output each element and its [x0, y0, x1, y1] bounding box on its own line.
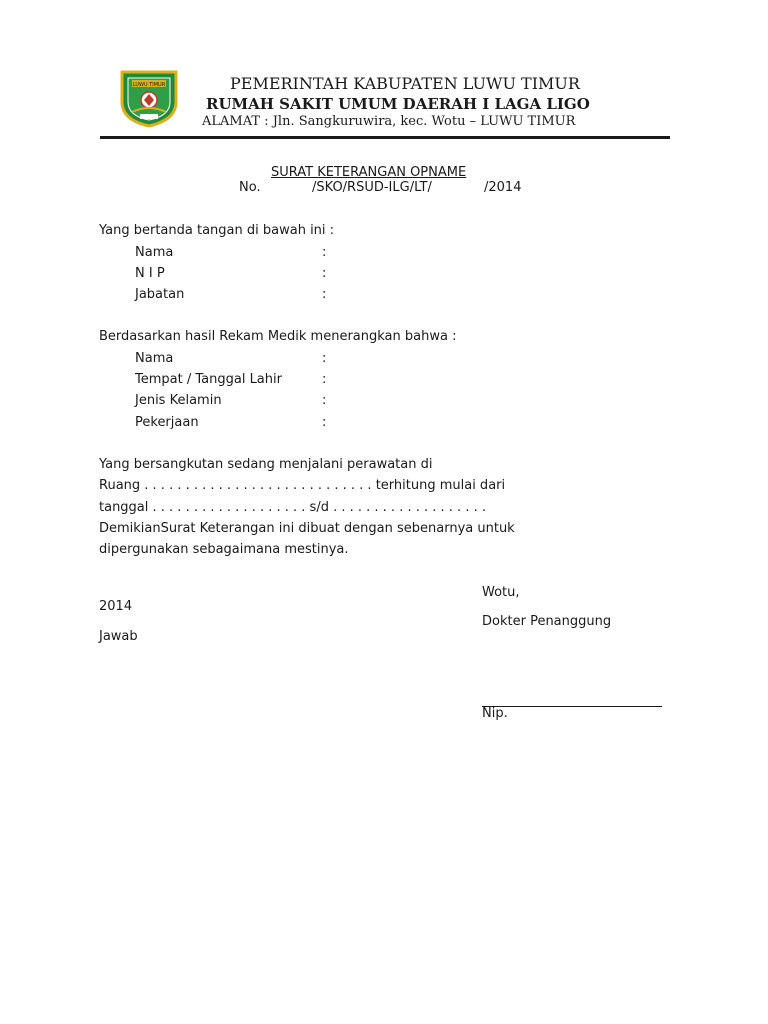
- field-label-birth: Tempat / Tanggal Lahir: [135, 372, 282, 387]
- field-colon: :: [322, 266, 327, 281]
- regency-logo: [118, 68, 180, 128]
- field-label-nama: Nama: [135, 245, 174, 260]
- doc-number-year: /2014: [484, 180, 522, 195]
- field-label-occupation: Pekerjaan: [135, 415, 199, 430]
- signature-role-continued: Jawab: [99, 629, 138, 644]
- signature-nip: Nip.: [482, 706, 508, 721]
- doc-number-body: /SKO/RSUD-ILG/LT/: [312, 180, 432, 195]
- field-label-nama-patient: Nama: [135, 351, 174, 366]
- field-label-jabatan: Jabatan: [135, 287, 185, 302]
- field-label-nip: N I P: [135, 266, 165, 281]
- body-line-1: Yang bersangkutan sedang menjalani perawatan di: [99, 457, 433, 472]
- field-colon: :: [322, 372, 327, 387]
- signature-year: 2014: [99, 599, 133, 614]
- body-line-4: DemikianSurat Keterangan ini dibuat dengan sebenarnya untuk: [99, 521, 515, 536]
- letterhead-rule: [100, 136, 670, 139]
- logo-label: LUWU TIMUR: [132, 82, 166, 88]
- document-title: SURAT KETERANGAN OPNAME: [271, 165, 467, 180]
- doc-number-prefix: No.: [239, 180, 261, 195]
- signature-role: Dokter Penanggung: [482, 614, 612, 629]
- body-line-3: tanggal . . . . . . . . . . . . . . . . . . . s/d . . . . . . . . . . . . . . . . . . .: [99, 500, 486, 515]
- field-colon: :: [322, 415, 327, 430]
- field-colon: :: [322, 245, 327, 260]
- section2-intro: Berdasarkan hasil Rekam Medik menerangkan bahwa :: [99, 329, 457, 344]
- letterhead-government: PEMERINTAH KABUPATEN LUWU TIMUR: [230, 74, 580, 93]
- field-colon: :: [322, 287, 327, 302]
- letterhead-address: ALAMAT : Jln. Sangkuruwira, kec. Wotu – LUWU TIMUR: [202, 114, 576, 129]
- field-label-gender: Jenis Kelamin: [135, 393, 222, 408]
- body-line-5: dipergunakan sebagaimana mestinya.: [99, 542, 349, 557]
- body-line-2: Ruang . . . . . . . . . . . . . . . . . . . . . . . . . . . . terhitung mulai dari: [99, 478, 506, 493]
- signature-line: [482, 706, 662, 707]
- section1-intro: Yang bertanda tangan di bawah ini :: [99, 223, 335, 238]
- letterhead-hospital: RUMAH SAKIT UMUM DAERAH I LAGA LIGO: [206, 95, 590, 113]
- signature-place: Wotu,: [482, 585, 520, 600]
- field-colon: :: [322, 351, 327, 366]
- field-colon: :: [322, 393, 327, 408]
